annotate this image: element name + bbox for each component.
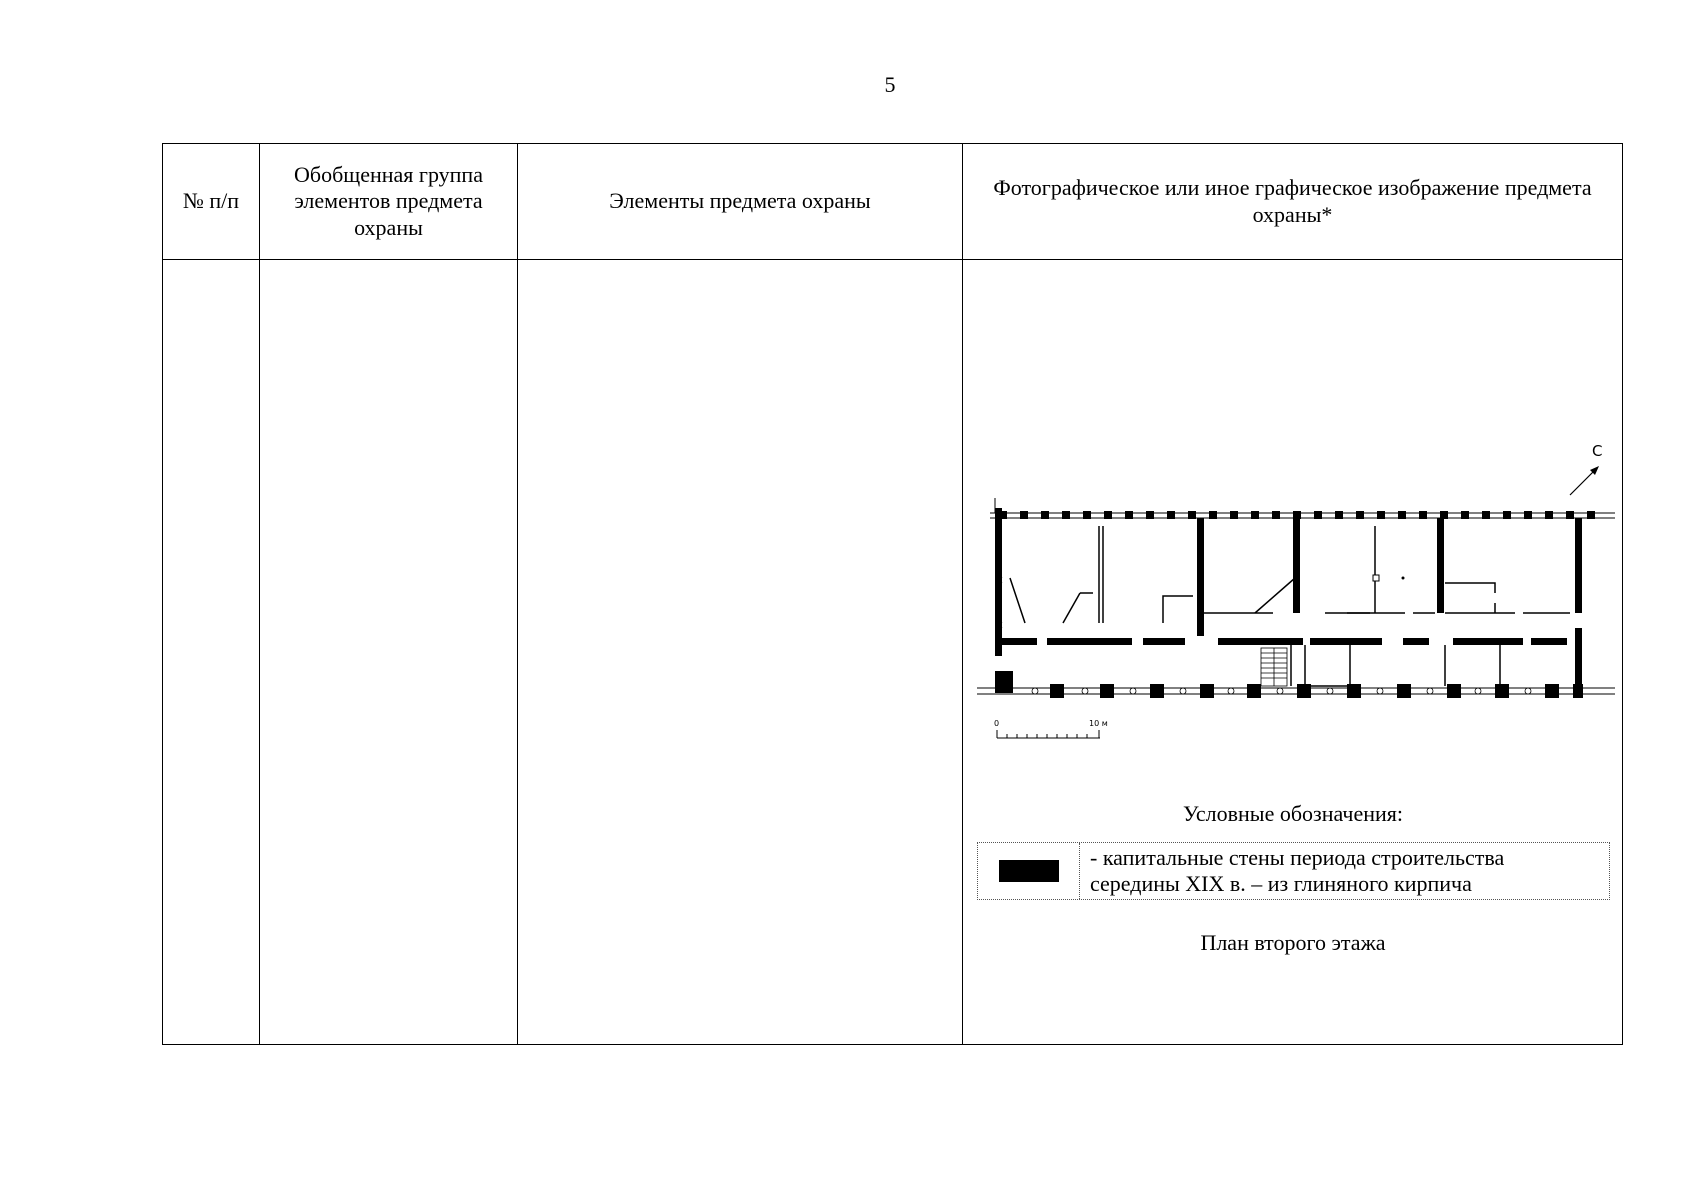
cell-image (963, 260, 1623, 1045)
north-label: С (1592, 442, 1603, 460)
legend-swatch (999, 860, 1059, 882)
cell-elements (518, 260, 963, 1045)
page-number: 5 (884, 72, 896, 97)
legend-item-text: - капитальные стены периода строительства середины XIX в. – из глиняного кирпича (1090, 845, 1505, 897)
header-image: Фотографическое или иное графическое изображение предмета охраны* (963, 144, 1623, 260)
drawing-caption: План второго этажа (1200, 930, 1386, 955)
scale-start-label: 0 (994, 719, 1000, 728)
cell-group (260, 260, 518, 1045)
floor-plan-drawing (975, 438, 1625, 768)
header-elements: Элементы предмета охраны (518, 144, 963, 260)
protection-table (162, 143, 1623, 1045)
header-number: № п/п (163, 144, 260, 260)
north-arrow (1570, 442, 1602, 495)
table-row (163, 260, 1623, 1045)
cell-number (163, 260, 260, 1045)
legend-table (977, 842, 1610, 900)
header-group: Обобщенная группа элементов предмета охраны (260, 144, 518, 260)
scale-end-label: 10 м (1089, 719, 1108, 728)
legend-swatch-cell (978, 843, 1080, 899)
legend-title: Условные обозначения: (1182, 801, 1404, 826)
table-header-row (163, 144, 1623, 260)
scale-bar (994, 719, 1108, 738)
